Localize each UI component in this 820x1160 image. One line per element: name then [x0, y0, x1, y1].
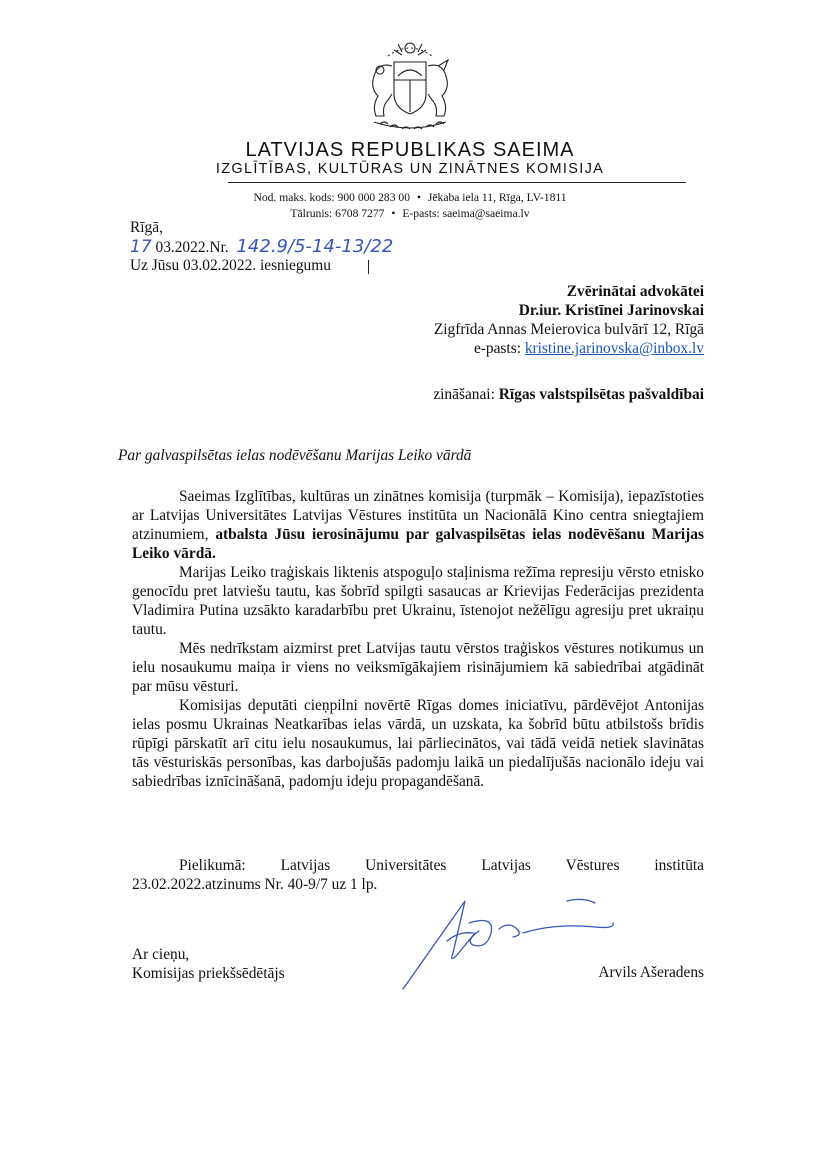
paragraph-3: Mēs nedrīkstam aizmirst pret Latvijas tautu vērstos traģiskos vēstures notikumus un ielu nosaukumu maiņa ir viens no veiksmīgākajiem risinājumiem kā sabiedrībai atgādināt par mūsu vēsturi.	[132, 640, 704, 695]
reference-line: Uz Jūsu 03.02.2022. iesniegumu	[130, 257, 331, 274]
header-divider	[228, 182, 686, 183]
signer-name: Arvils Ašeradens	[598, 964, 704, 981]
cc-name: Rīgas valstspilsētas pašvaldībai	[498, 386, 704, 403]
paragraph-2: Marijas Leiko traģiskais liktenis atspoguļo staļinisma režīma represiju vērsto etnisko genocīdu pret latviešu tautu, kas šobrīd spilgti sasaucas ar Krievijas Federācijas prezidenta Vladimira Putina uzsākto karadarbību pret Ukrainu, īstenojot nežēlīgu agresiju pret ukraiņu tautu.	[132, 564, 704, 638]
signer-position: Komisijas priekšsēdētājs	[132, 965, 285, 982]
paragraph-1-bold: atbalsta Jūsu ierosinājumu par galvaspilsētas ielas nodēvēšanu Marijas Leiko vārdā.	[132, 526, 704, 562]
attachment-line-2: 23.02.2022.atzinums Nr. 40-9/7 uz 1 lp.	[132, 876, 378, 893]
date-rest: 03.2022.Nr.	[155, 239, 229, 256]
addressee-email-link[interactable]: kristine.jarinovska@inbox.lv	[524, 340, 704, 357]
addressee-address: Zigfrīda Annas Meierovica bulvārī 12, Rīgā	[433, 321, 704, 338]
date-number-line	[130, 237, 393, 257]
header-email: E-pasts: saeima@saeima.lv	[402, 207, 530, 220]
closing: Ar cieņu,	[132, 946, 190, 963]
place: Rīgā,	[130, 219, 163, 236]
email-label: e-pasts:	[473, 340, 521, 357]
addressee-email-line	[474, 339, 704, 358]
addressee-title: Zvērinātai advokātei	[566, 283, 704, 300]
handwritten-number: 142.9/5-14-13/22	[236, 236, 394, 257]
addressee-name: Dr.iur. Kristīnei Jarinovskai	[518, 302, 704, 319]
contact-line-2	[0, 207, 820, 220]
closing-block	[132, 945, 285, 983]
separator-dot: •	[416, 191, 421, 204]
reference-mark	[368, 260, 369, 274]
organization-name: LATVIJAS REPUBLIKAS SAEIMA	[245, 139, 575, 161]
cc-label: zināšanai:	[433, 386, 495, 403]
payment-code: Nod. maks. kods: 900 000 283 00	[253, 191, 410, 204]
coat-of-arms-logo	[350, 36, 470, 136]
contact-line-1	[0, 191, 820, 204]
paragraph-1-text: Saeimas Izglītības, kultūras un zinātnes komisija (turpmāk – Komisija), iepazīstoties ar Latvijas Universitātes Latvijas Vēstures institūta un Nacionālā Kino centra sniegtajiem atzinumiem,	[132, 488, 704, 543]
cc-line	[433, 385, 704, 404]
address: Jēkaba iela 11, Rīga, LV-1811	[427, 191, 567, 204]
handwritten-signature	[395, 893, 625, 993]
phone: Tālrunis: 6708 7277	[290, 207, 385, 220]
paragraph-1	[132, 487, 704, 563]
committee-name: IZGLĪTĪBAS, KULTŪRAS UN ZINĀTNES KOMISIJA	[215, 161, 605, 177]
handwritten-day: 17	[130, 237, 152, 257]
paragraph-4: Komisijas deputāti cieņpilni novērtē Rīgas domes iniciatīvu, pārdēvējot Antonijas ielas posmu Ukrainas Neatkarības ielas vārdā, un uzskata, ka šobrīd būtu atbilstošs brīdis rūpīgi pārskatīt arī citu ielu nosaukumus, lai pārliecinātos, vai tādā veidā netiek slavinātas tās vēsturiskās personības, kas darbojušās padomju laikā un piedalījušās nacionālo ideju vai sabiedrības iznīcināšanā, padomju ideju propagandēšanā.	[132, 697, 704, 790]
attachment-line-1: Pielikumā: Latvijas Universitātes Latvijas Vēstures institūta	[179, 857, 704, 874]
subject-line: Par galvaspilsētas ielas nodēvēšanu Marijas Leiko vārdā	[118, 447, 472, 464]
separator-dot: •	[391, 207, 396, 220]
letter-body	[132, 487, 704, 791]
